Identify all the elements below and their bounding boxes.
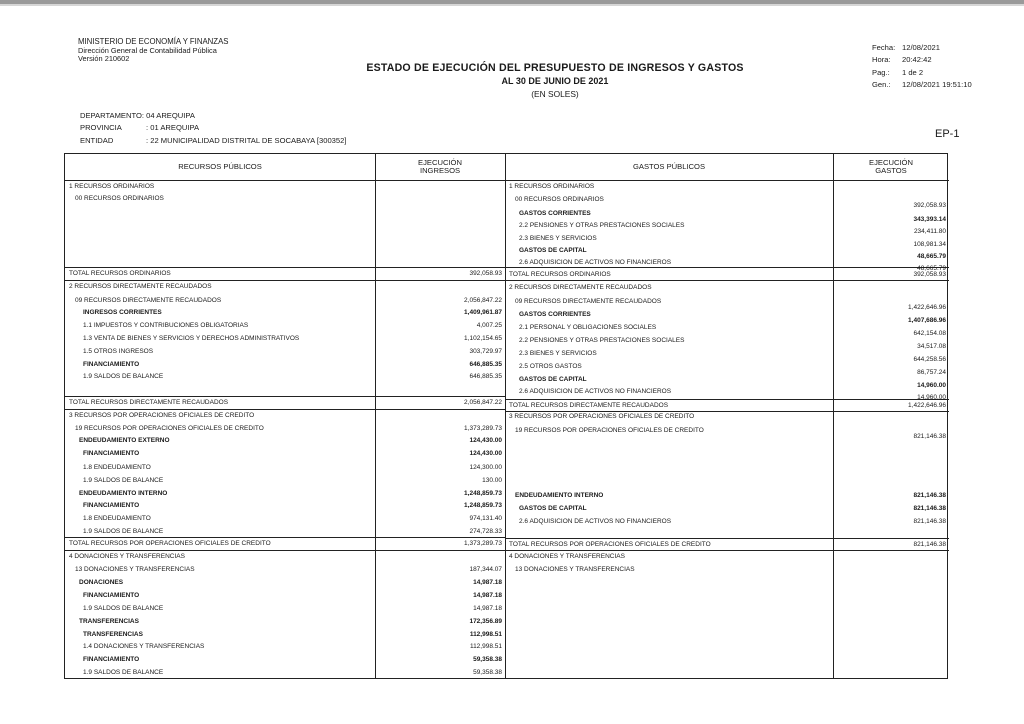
ingresos-row-label: 1.3 VENTA DE BIENES Y SERVICIOS Y DERECHOS ADMINISTRATIVOS	[83, 335, 300, 342]
gastos-row-value: 821,146.38	[913, 433, 946, 440]
gastos-row-label: 2.6 ADQUISICION DE ACTIVOS NO FINANCIEROS	[519, 259, 672, 266]
ingresos-row-value: 1,248,859.73	[464, 490, 502, 497]
ingresos-row-value: 1,102,154.65	[464, 335, 502, 342]
gastos-row-value: 34,517.08	[917, 343, 946, 350]
ingresos-row-value: 1,373,289.73	[464, 425, 502, 432]
ingresos-row-value: 124,430.00	[469, 437, 502, 444]
ingresos-row-label: FINANCIAMIENTO	[83, 656, 140, 663]
gastos-row-label: TOTAL RECURSOS DIRECTAMENTE RECAUDADOS	[509, 402, 669, 409]
ingresos-row-label: 1.9 SALDOS DE BALANCE	[83, 605, 164, 612]
ingresos-row-value: 124,300.00	[469, 464, 502, 471]
row-divider	[505, 411, 949, 412]
ingresos-row-label: 09 RECURSOS DIRECTAMENTE RECAUDADOS	[75, 297, 222, 304]
header-divider	[65, 180, 949, 181]
gastos-row-label: GASTOS CORRIENTES	[519, 311, 591, 318]
ingresos-row-label: 1.8 ENDEUDAMIENTO	[83, 464, 151, 471]
gastos-row-value: 644,258.56	[913, 356, 946, 363]
ingresos-row-value: 130.00	[482, 477, 502, 484]
row-divider	[65, 267, 505, 268]
gastos-row-label: 09 RECURSOS DIRECTAMENTE RECAUDADOS	[515, 298, 662, 305]
ingresos-row-label: TRANSFERENCIAS	[79, 618, 139, 625]
ingresos-row-label: 19 RECURSOS POR OPERACIONES OFICIALES DE CREDITO	[75, 425, 264, 432]
pag-value: 1 de 2	[902, 67, 924, 77]
pag-label: Pag.:	[872, 67, 890, 77]
ingresos-row-value: 172,356.89	[469, 618, 502, 625]
ingresos-row-label: 1.9 SALDOS DE BALANCE	[83, 669, 164, 676]
gastos-row-label: 1 RECURSOS ORDINARIOS	[509, 183, 595, 190]
ingresos-row-value: 59,358.38	[473, 656, 502, 663]
gastos-row-label: GASTOS DE CAPITAL	[519, 505, 587, 512]
gastos-row-value: 14,960.00	[917, 394, 946, 401]
row-divider	[505, 550, 949, 551]
gastos-row-label: 4 DONACIONES Y TRANSFERENCIAS	[509, 553, 625, 560]
ingresos-row-value: 2,056,847.22	[464, 399, 502, 406]
gastos-row-label: 2.6 ADQUISICION DE ACTIVOS NO FINANCIEROS	[519, 518, 672, 525]
ingresos-row-value: 1,248,859.73	[464, 502, 502, 509]
gastos-row-value: 48,665.79	[917, 253, 946, 260]
gastos-row-value: 343,393.14	[913, 216, 946, 223]
ingresos-row-value: 124,430.00	[469, 450, 502, 457]
col-header-gastos: GASTOS PÚBLICOS	[632, 161, 706, 171]
gastos-row-label: 2.5 OTROS GASTOS	[519, 363, 582, 370]
ingresos-row-value: 1,373,289.73	[464, 540, 502, 547]
ingresos-row-value: 59,358.38	[473, 669, 502, 676]
ingresos-row-label: TRANSFERENCIAS	[83, 631, 143, 638]
provincia-label: PROVINCIA	[80, 123, 122, 133]
fecha-label: Fecha:	[872, 43, 896, 52]
scan-top-shadow	[0, 4, 1024, 6]
ingresos-row-label: 1.9 SALDOS DE BALANCE	[83, 477, 164, 484]
row-divider	[505, 280, 949, 281]
gen-label: Gen.:	[872, 80, 891, 90]
gen-value: 12/08/2021 19:51:10	[902, 80, 972, 90]
ingresos-row-label: FINANCIAMIENTO	[83, 361, 140, 368]
gastos-row-label: GASTOS DE CAPITAL	[519, 247, 587, 254]
col-header-recursos: RECURSOS PÚBLICOS	[178, 161, 262, 171]
ingresos-row-value: 974,131.40	[469, 515, 502, 522]
ingresos-row-value: 646,885.35	[469, 373, 502, 380]
ingresos-row-label: ENDEUDAMIENTO EXTERNO	[79, 437, 170, 444]
gastos-row-label: TOTAL RECURSOS ORDINARIOS	[509, 271, 611, 278]
gastos-row-label: 2.1 PERSONAL Y OBLIGACIONES SOCIALES	[519, 324, 657, 331]
gastos-row-label: GASTOS CORRIENTES	[519, 210, 591, 217]
gastos-row-value: 108,981.34	[913, 241, 946, 248]
form-code: EP-1	[935, 128, 960, 140]
ingresos-row-label: TOTAL RECURSOS ORDINARIOS	[69, 270, 171, 277]
print-info	[872, 42, 972, 92]
ingresos-row-label: 13 DONACIONES Y TRANSFERENCIAS	[75, 566, 195, 573]
ingresos-row-label: DONACIONES	[79, 579, 124, 586]
report-units: (EN SOLES)	[531, 89, 579, 99]
ingresos-row-value: 14,987.18	[473, 592, 502, 599]
ingresos-row-label: 1.4 DONACIONES Y TRANSFERENCIAS	[83, 643, 205, 650]
gastos-row-label: 2.3 BIENES Y SERVICIOS	[519, 235, 597, 242]
gastos-row-value: 86,757.24	[917, 369, 946, 376]
row-divider	[65, 537, 505, 538]
fecha-value: 12/08/2021	[902, 43, 941, 52]
departamento-value: 04 AREQUIPA	[146, 111, 195, 120]
gastos-row-label: ENDEUDAMIENTO INTERNO	[515, 492, 604, 499]
gastos-row-label: 2.2 PENSIONES Y OTRAS PRESTACIONES SOCIALES	[519, 222, 685, 229]
row-divider	[65, 409, 505, 410]
gastos-row-label: 19 RECURSOS POR OPERACIONES OFICIALES DE CREDITO	[515, 427, 704, 434]
entidad-value: : 22 MUNICIPALIDAD DISTRITAL DE SOCABAYA [300352]	[146, 135, 347, 145]
row-divider	[65, 280, 505, 281]
ingresos-row-value: 392,058.93	[469, 270, 502, 277]
ingresos-row-label: 00 RECURSOS ORDINARIOS	[75, 195, 164, 202]
ingresos-row-value: 303,729.97	[469, 348, 502, 355]
ingresos-row-value: 14,987.18	[473, 579, 502, 586]
gastos-row-value: 821,146.38	[913, 518, 946, 525]
gastos-row-value: 392,058.93	[913, 271, 946, 278]
ingresos-row-value: 4,007.25	[476, 322, 502, 329]
gastos-row-value: 234,411.80	[913, 228, 946, 235]
ingresos-row-label: 2 RECURSOS DIRECTAMENTE RECAUDADOS	[69, 283, 212, 290]
gastos-row-value: 1,422,646.96	[908, 402, 946, 409]
issuer-block	[78, 38, 228, 64]
gastos-row-label: 13 DONACIONES Y TRANSFERENCIAS	[515, 566, 635, 573]
ingresos-row-label: FINANCIAMIENTO	[83, 502, 140, 509]
ingresos-row-value: 187,344.07	[469, 566, 502, 573]
gastos-row-label: 3 RECURSOS POR OPERACIONES OFICIALES DE CREDITO	[509, 413, 695, 420]
gastos-row-label: 2.2 PENSIONES Y OTRAS PRESTACIONES SOCIALES	[519, 337, 685, 344]
gastos-row-label: 2 RECURSOS DIRECTAMENTE RECAUDADOS	[509, 284, 652, 291]
ingresos-row-label: 1.9 SALDOS DE BALANCE	[83, 528, 164, 535]
ingresos-row-value: 2,056,847.22	[464, 297, 502, 304]
hora-label: Hora:	[872, 55, 891, 65]
gastos-row-value: 14,960.00	[917, 382, 946, 389]
ingresos-row-label: TOTAL RECURSOS DIRECTAMENTE RECAUDADOS	[69, 399, 229, 406]
gastos-row-value: 821,146.38	[913, 492, 946, 499]
ingresos-row-label: 1.8 ENDEUDAMIENTO	[83, 515, 151, 522]
ingresos-row-label: 1.5 OTROS INGRESOS	[83, 348, 154, 355]
departamento-label: DEPARTAMENTO:	[80, 111, 144, 120]
ingresos-row-value: 112,998.51	[469, 643, 502, 650]
ingresos-row-label: 4 DONACIONES Y TRANSFERENCIAS	[69, 553, 185, 560]
row-divider	[505, 538, 949, 539]
ingresos-row-label: FINANCIAMIENTO	[83, 450, 140, 457]
report-subtitle: AL 30 DE JUNIO DE 2021	[501, 76, 609, 86]
ingresos-row-label: 1 RECURSOS ORDINARIOS	[69, 183, 155, 190]
row-divider	[65, 550, 505, 551]
ingresos-row-label: 1.9 SALDOS DE BALANCE	[83, 373, 164, 380]
report-title: ESTADO DE EJECUCIÓN DEL PRESUPUESTO DE INGRESOS Y GASTOS	[366, 62, 744, 74]
ingresos-row-label: ENDEUDAMIENTO INTERNO	[79, 490, 168, 497]
col-header-gastos-ejecucion: EJECUCIÓN GASTOS	[869, 157, 913, 175]
ingresos-row-label: FINANCIAMIENTO	[83, 592, 140, 599]
gastos-row-label: 2.6 ADQUISICION DE ACTIVOS NO FINANCIEROS	[519, 388, 672, 395]
gastos-row-value: 392,058.93	[913, 202, 946, 209]
ingresos-row-value: 112,998.51	[469, 631, 502, 638]
gastos-row-value: 821,146.38	[913, 505, 946, 512]
ingresos-row-value: 646,885.35	[469, 361, 502, 368]
gastos-row-label: GASTOS DE CAPITAL	[519, 376, 587, 383]
ingresos-row-value: 274,728.33	[469, 528, 502, 535]
col-header-ingresos: EJECUCIÓN INGRESOS	[418, 157, 462, 175]
entity-block	[80, 110, 346, 147]
col-divider	[505, 154, 506, 678]
ministry-name: MINISTERIO DE ECONOMÍA Y FINANZAS	[78, 37, 229, 46]
ingresos-row-label: 3 RECURSOS POR OPERACIONES OFICIALES DE CREDITO	[69, 412, 255, 419]
report-title-block	[330, 62, 780, 99]
provincia-value: : 01 AREQUIPA	[146, 123, 200, 133]
direction-name: Dirección General de Contabilidad Pública	[78, 45, 217, 55]
gastos-row-value: 48,665.79	[917, 265, 946, 272]
row-divider	[65, 396, 505, 397]
ingresos-row-value: 1,409,961.87	[464, 309, 502, 316]
hora-value: 20:42:42	[902, 55, 932, 65]
ingresos-row-value: 14,987.18	[473, 605, 502, 612]
gastos-row-label: 2.3 BIENES Y SERVICIOS	[519, 350, 597, 357]
ingresos-row-label: TOTAL RECURSOS POR OPERACIONES OFICIALES DE CREDITO	[69, 540, 271, 547]
gastos-row-value: 642,154.08	[913, 330, 946, 337]
gastos-row-value: 1,422,646.96	[908, 304, 946, 311]
gastos-row-label: TOTAL RECURSOS POR OPERACIONES OFICIALES DE CREDITO	[509, 541, 711, 548]
entidad-label: ENTIDAD	[80, 135, 114, 145]
gastos-row-label: 00 RECURSOS ORDINARIOS	[515, 196, 604, 203]
gastos-row-value: 1,407,686.96	[908, 317, 946, 324]
ingresos-row-label: INGRESOS CORRIENTES	[83, 309, 162, 316]
budget-table	[64, 153, 948, 679]
version-label: Versión 210602	[78, 54, 130, 64]
ingresos-row-label: 1.1 IMPUESTOS Y CONTRIBUCIONES OBLIGATORIAS	[83, 322, 249, 329]
gastos-row-value: 821,146.38	[913, 541, 946, 548]
